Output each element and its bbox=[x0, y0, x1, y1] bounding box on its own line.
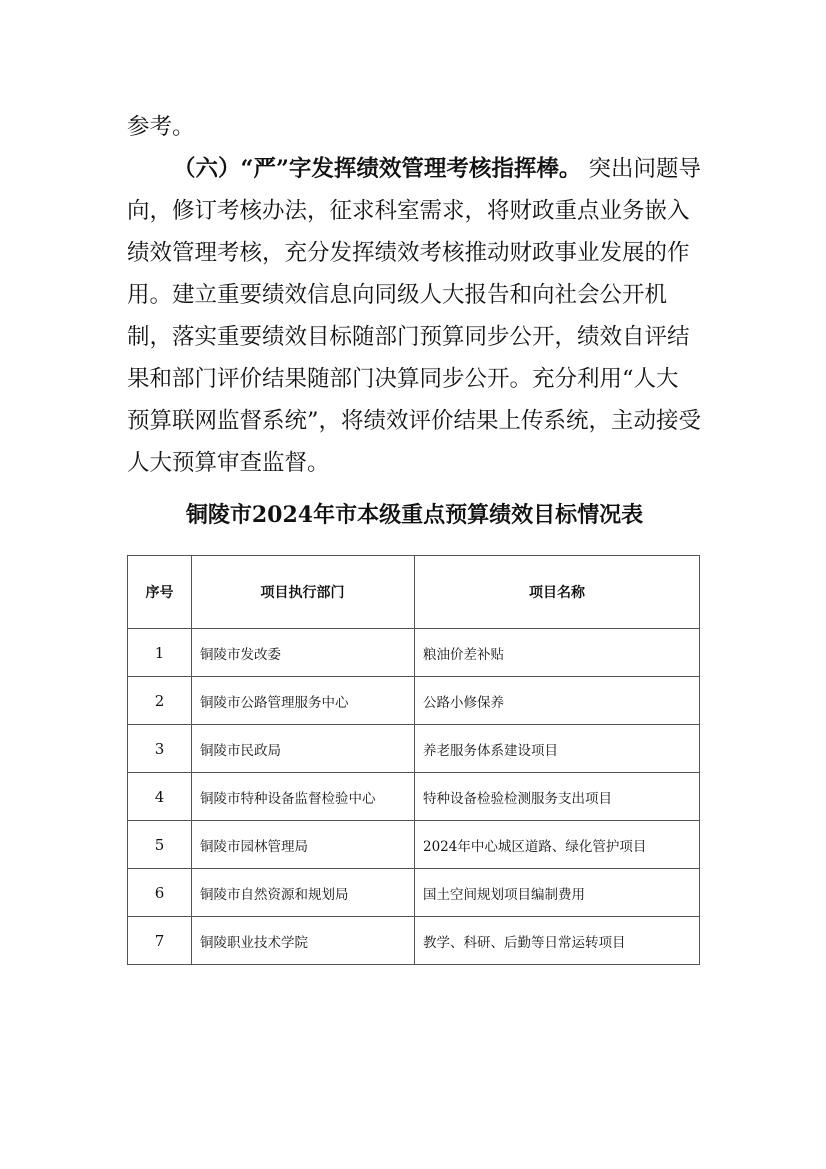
text-line: 用。建立重要绩效信息向同级人大报告和向社会公开机 bbox=[127, 282, 668, 308]
text-fragment: 突出问题导 bbox=[581, 156, 702, 182]
table-row bbox=[128, 629, 700, 677]
text-line: 果和部门评价结果随部门决算同步公开。充分利用“人大 bbox=[127, 366, 679, 392]
cell-dept: 铜陵职业技术学院 bbox=[192, 917, 415, 965]
header-name: 项目名称 bbox=[415, 556, 700, 629]
cell-no: 1 bbox=[128, 629, 192, 677]
text-line: 向，修订考核办法，征求科室需求，将财政重点业务嵌入 bbox=[127, 198, 690, 224]
cell-no: 2 bbox=[128, 677, 192, 725]
cell-dept: 铜陵市民政局 bbox=[192, 725, 415, 773]
cell-no: 7 bbox=[128, 917, 192, 965]
text-line: 制，落实重要绩效目标随部门预算同步公开，绩效自评结 bbox=[127, 324, 690, 350]
cell-dept: 铜陵市公路管理服务中心 bbox=[192, 677, 415, 725]
cell-no: 3 bbox=[128, 725, 192, 773]
table-row bbox=[128, 773, 700, 821]
body-paragraph bbox=[127, 106, 702, 484]
cell-name: 国土空间规划项目编制费用 bbox=[415, 869, 700, 917]
table-header-row bbox=[128, 556, 700, 629]
table-row bbox=[128, 677, 700, 725]
section-heading: （六）“严”字发挥绩效管理考核指挥棒。 bbox=[173, 156, 582, 182]
cell-name: 粮油价差补贴 bbox=[415, 629, 700, 677]
cell-name: 特种设备检验检测服务支出项目 bbox=[415, 773, 700, 821]
cell-no: 6 bbox=[128, 869, 192, 917]
budget-targets-table bbox=[127, 555, 700, 965]
cell-dept: 铜陵市发改委 bbox=[192, 629, 415, 677]
cell-dept: 铜陵市园林管理局 bbox=[192, 821, 415, 869]
cell-dept: 铜陵市特种设备监督检验中心 bbox=[192, 773, 415, 821]
table-title: 铜陵市2024年市本级重点预算绩效目标情况表 bbox=[185, 502, 644, 528]
cell-name: 养老服务体系建设项目 bbox=[415, 725, 700, 773]
text-line: 人大预算审查监督。 bbox=[127, 450, 330, 476]
section-heading-line bbox=[127, 148, 702, 190]
text-line: 绩效管理考核，充分发挥绩效考核推动财政事业发展的作 bbox=[127, 240, 690, 266]
text-line: 预算联网监督系统”，将绩效评价结果上传系统，主动接受 bbox=[127, 408, 702, 434]
cell-dept: 铜陵市自然资源和规划局 bbox=[192, 869, 415, 917]
table-row bbox=[128, 821, 700, 869]
cell-no: 4 bbox=[128, 773, 192, 821]
table-row bbox=[128, 725, 700, 773]
cell-name: 2024年中心城区道路、绿化管护项目 bbox=[415, 821, 700, 869]
header-no: 序号 bbox=[128, 556, 192, 629]
cell-name: 公路小修保养 bbox=[415, 677, 700, 725]
table-row bbox=[128, 917, 700, 965]
text-line: 参考。 bbox=[127, 114, 195, 140]
cell-no: 5 bbox=[128, 821, 192, 869]
header-dept: 项目执行部门 bbox=[192, 556, 415, 629]
cell-name: 教学、科研、后勤等日常运转项目 bbox=[415, 917, 700, 965]
table-row bbox=[128, 869, 700, 917]
